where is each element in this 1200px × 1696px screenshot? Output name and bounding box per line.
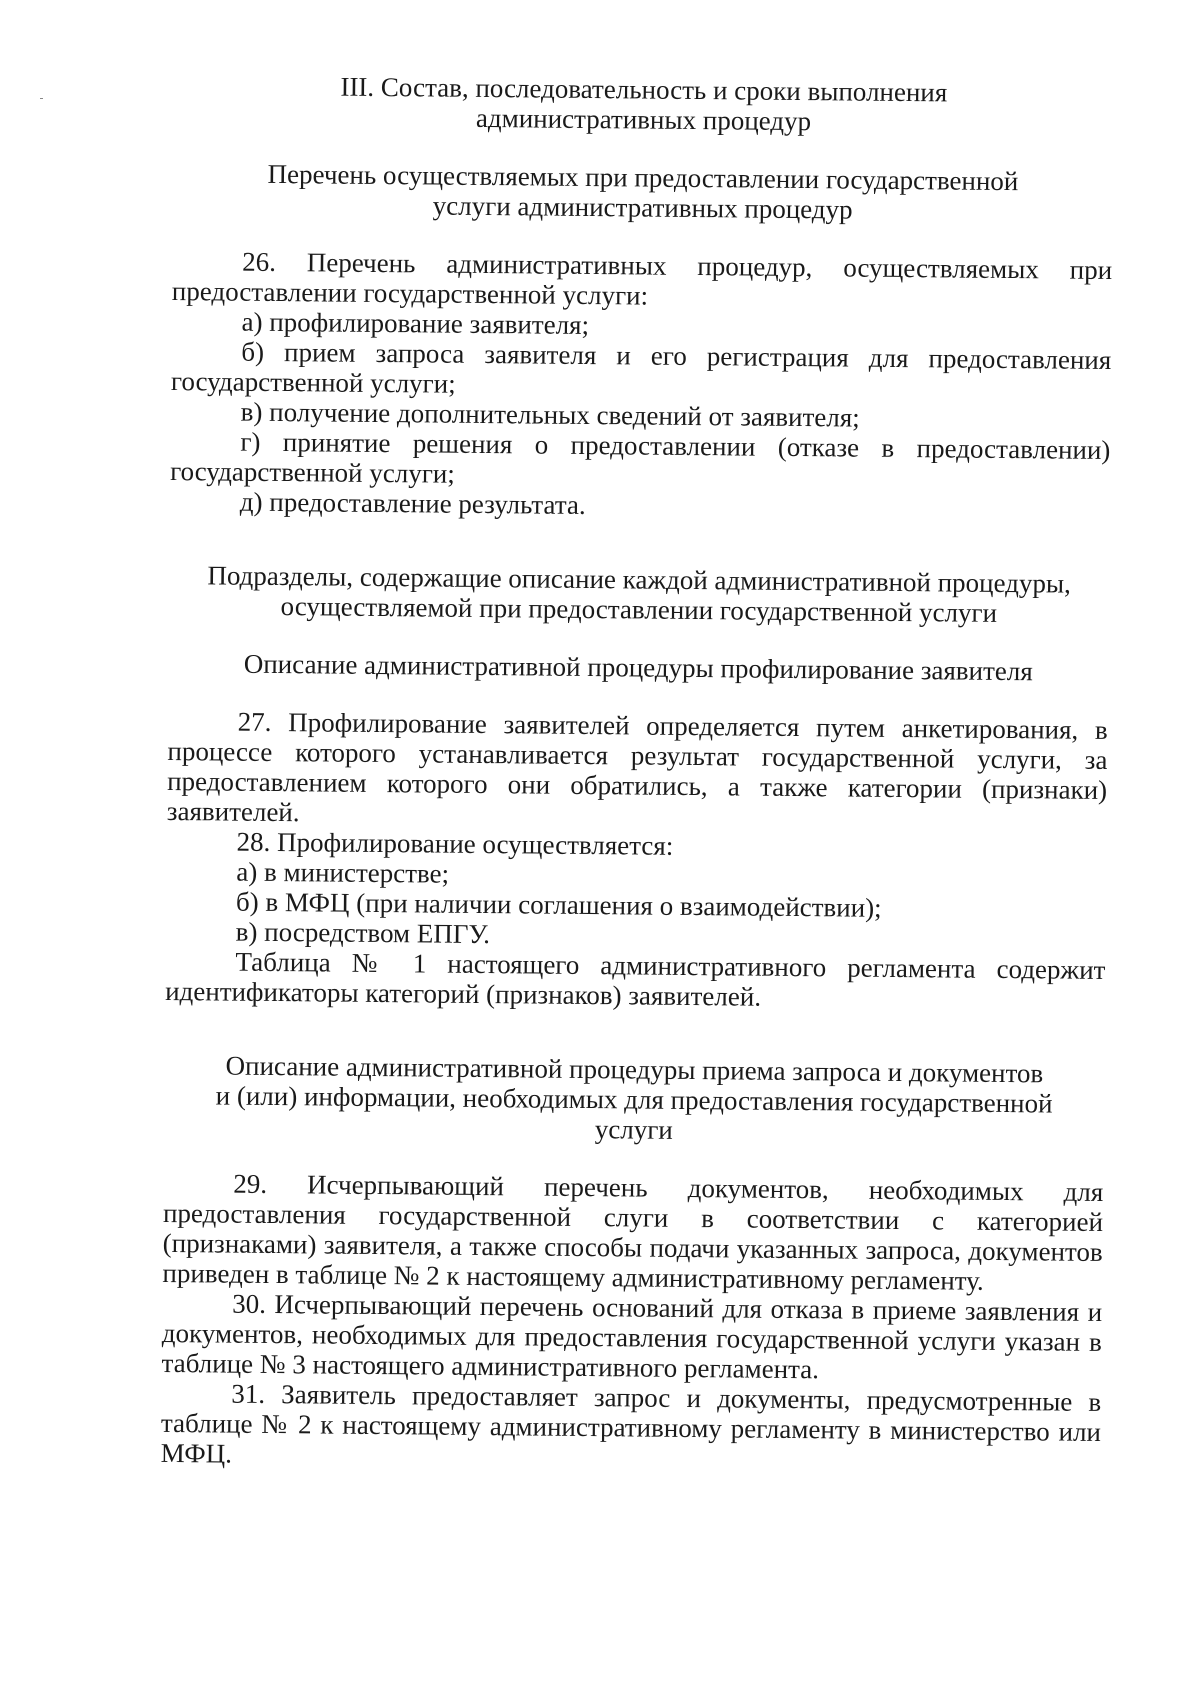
subsection-heading-line-3: услуги	[594, 1114, 673, 1145]
paragraph-28-intro: 28. Профилирование осуществляется:	[236, 826, 674, 861]
document-body	[161, 70, 1114, 1477]
paragraph-28-item-c: в) посредством ЕПГУ.	[235, 916, 491, 950]
paragraph-28	[165, 826, 1107, 1015]
paragraph-26-item-c: в) получение дополнительных сведений от заявителя;	[240, 396, 860, 433]
paragraph-26-item-d: г) принятие решения о предоставлении (отказе в предоставлении) государственной услуги;	[170, 426, 1111, 489]
section-title	[173, 70, 1114, 139]
paragraph-31: 31. Заявитель предоставляет запрос и документы, предусмотренные в таблице № 2 к настоящему административному регламенту в министерство или МФЦ.	[160, 1378, 1102, 1469]
paragraph-26-item-b: б) прием запроса заявителя и его регистрация для предоставления государственной услуги;	[170, 336, 1112, 399]
paragraph-26-item-a: а) профилирование заявителя;	[241, 306, 590, 340]
paragraph-27: 27. Профилирование заявителей определяется путем анкетирования, в процессе которого устанавливается результат государственной услуги, за предоставлением которого они обратились, а также категории (признаки) заявителей.	[166, 706, 1108, 828]
subsection-heading-line-1: Описание административной процедуры профилирование заявителя	[243, 648, 1033, 687]
paragraph-30: 30. Исчерпывающий перечень оснований для отказа в приеме заявления и документов, необходимых для предоставления государственной услуги указан в таблице № 3 настоящего административного регламента.	[161, 1288, 1103, 1385]
subsection-heading-line-2: осуществляемой при предоставлении государственной услуги	[280, 591, 998, 628]
section-title-line-1: III. Состав, последовательность и сроки выполнения	[340, 71, 948, 108]
subsection-heading-subdivisions	[169, 560, 1110, 629]
paragraph-28-item-a: а) в министерстве;	[236, 856, 450, 889]
subsection-heading-line-1: Описание административной процедуры приема запроса и документов	[225, 1050, 1044, 1089]
section-title-line-2: административных процедур	[475, 102, 812, 137]
subsection-heading-procedures-list	[173, 158, 1114, 227]
subsection-heading-request-intake	[164, 1050, 1105, 1149]
subsection-heading-line-2: услуги административных процедур	[432, 190, 853, 225]
subsection-heading-line-1: Подразделы, содержащие описание каждой административной процедуры,	[207, 560, 1071, 599]
subsection-heading-line-1: Перечень осуществляемых при предоставлении государственной	[267, 158, 1019, 197]
paragraph-29: 29. Исчерпывающий перечень документов, необходимых для предоставления государственной слуги в соответствии с категорией (признаками) заявителя, а также способы подачи указанных запроса, документов приведен в таблице № 2 к настоящему административному регламенту.	[162, 1168, 1104, 1296]
paragraph-28-item-b: б) в МФЦ (при наличии соглашения о взаимодействии);	[235, 886, 882, 923]
paragraph-26-intro: 26. Перечень административных процедур, осуществляемых при предоставлении государственной услуги:	[171, 246, 1113, 311]
scan-speck	[40, 98, 43, 99]
paragraph-26	[170, 246, 1113, 525]
subsection-heading-line-2: и (или) информации, необходимых для предоставления государственной	[215, 1080, 1053, 1119]
paragraph-26-item-e: д) предоставление результата.	[239, 486, 586, 520]
paragraph-28-table-note: Таблица № 1 настоящего административного регламента содержит идентификаторы категорий (признаков) заявителей.	[165, 946, 1106, 1012]
